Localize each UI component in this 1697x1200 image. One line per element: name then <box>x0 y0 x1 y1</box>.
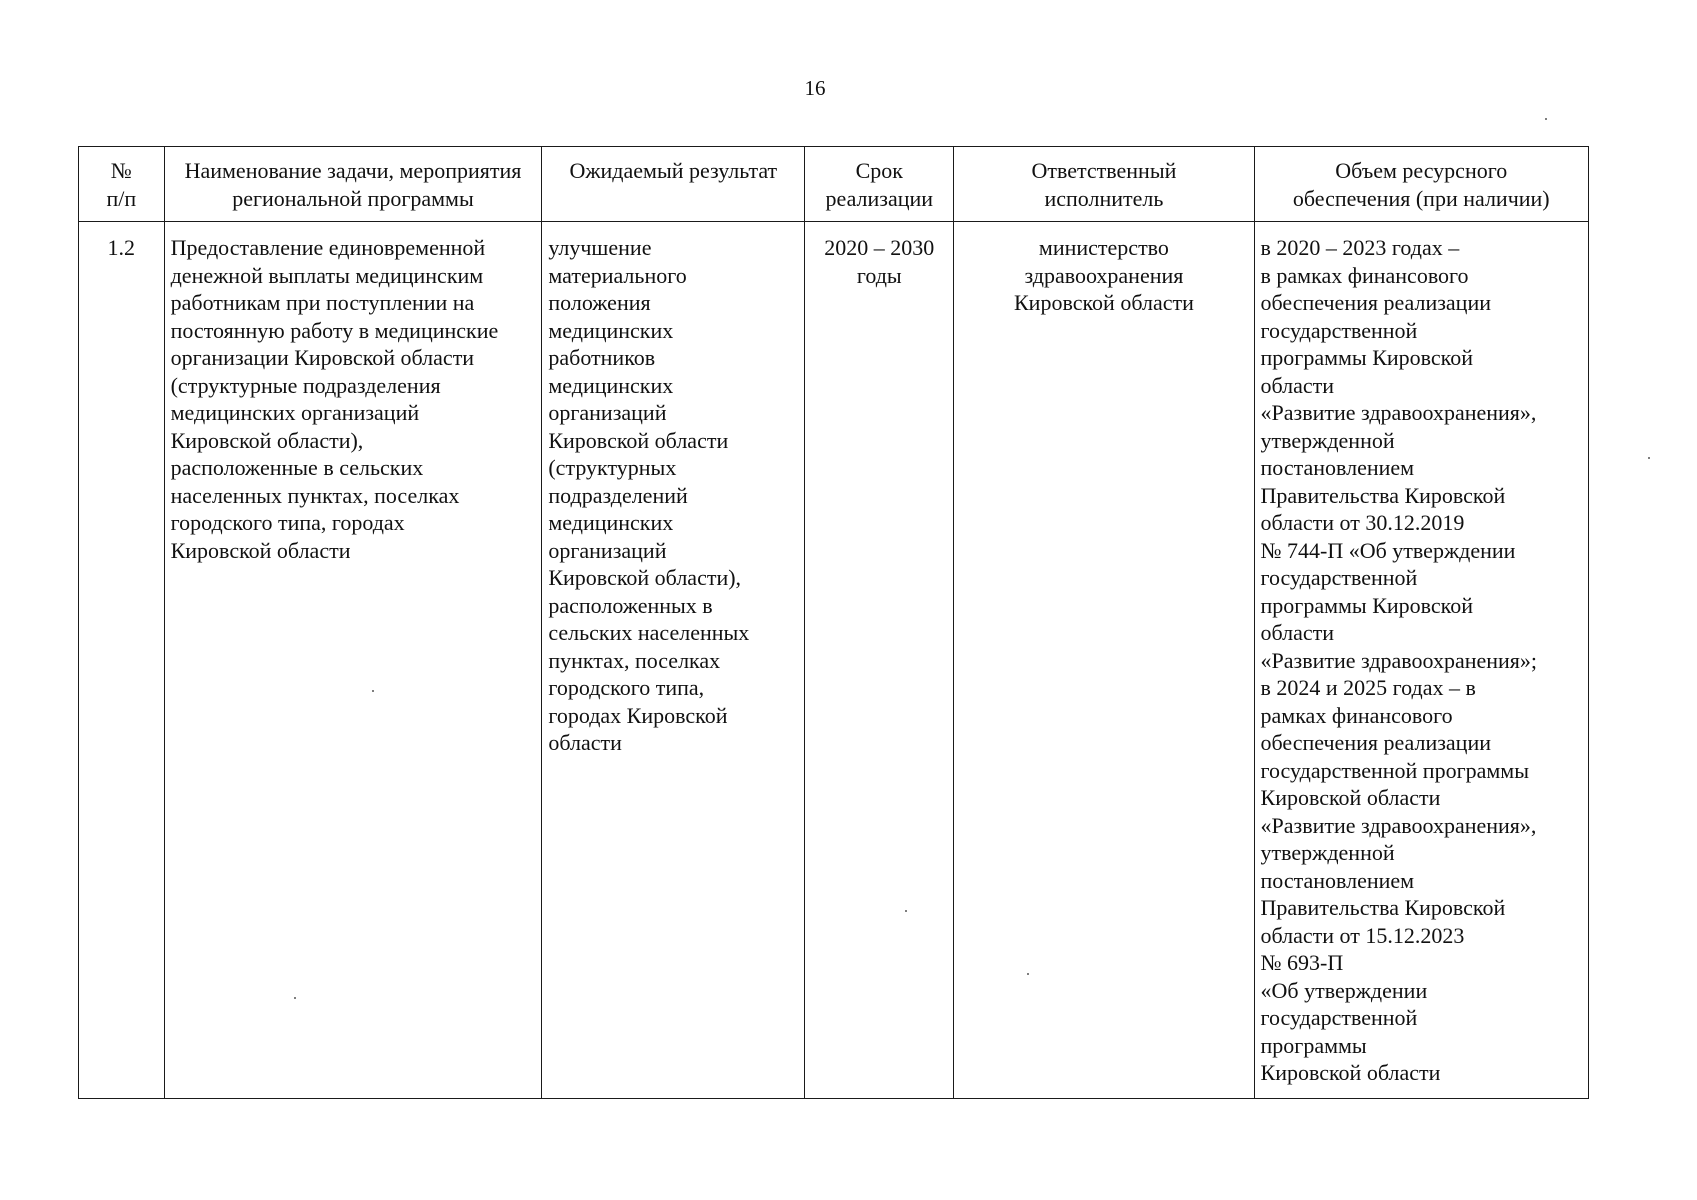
scan-speck <box>905 910 907 912</box>
scan-speck <box>294 997 296 999</box>
cell-number: 1.2 <box>79 222 165 1099</box>
page-number: 16 <box>804 76 826 100</box>
cell-expected-result: улучшение материального положения медицинских работников медицинских организаций Кировской области (структурных подразделений медицинских организаций Кировской области), расположенных в сельских населенных пунктах, поселках городского типа, городах Кировской области <box>542 222 805 1099</box>
header-expected-result: Ожидаемый результат <box>542 147 805 222</box>
cell-resource-volume: в 2020 – 2023 годах – в рамках финансового обеспечения реализации государственной программы Кировской области «Развитие здравоохранения», утвержденной постановлением Правительства Кировской области от 30.12.2019 № 744-П «Об утверждении государственной программы Кировской области «Развитие здравоохранения»; в 2024 и 2025 годах – в рамках финансового обеспечения реализации государственной программы Кировской области «Развитие здравоохранения», утвержденной постановлением Правительства Кировской области от 15.12.2023 № 693-П «Об утверждении государственной программы Кировской области <box>1254 222 1588 1099</box>
scan-speck <box>1545 118 1547 120</box>
scan-speck <box>1648 457 1650 459</box>
header-term: Срок реализации <box>805 147 954 222</box>
scan-speck <box>1027 973 1029 975</box>
program-table <box>78 146 1589 1099</box>
scan-speck <box>372 690 374 692</box>
table-row <box>79 222 1589 1099</box>
header-row <box>79 147 1589 222</box>
header-task-name: Наименование задачи, мероприятия региональной программы <box>164 147 542 222</box>
header-number: № п/п <box>79 147 165 222</box>
header-responsible: Ответственный исполнитель <box>954 147 1254 222</box>
header-resource-volume: Объем ресурсного обеспечения (при наличии) <box>1254 147 1588 222</box>
cell-responsible: министерство здравоохранения Кировской области <box>954 222 1254 1099</box>
cell-task-name: Предоставление единовременной денежной выплаты медицинским работникам при поступлении на постоянную работу в медицинские организации Кировской области (структурные подразделения медицинских организаций Кировской области), расположенные в сельских населенных пунктах, поселках городского типа, городах Кировской области <box>164 222 542 1099</box>
cell-term: 2020 – 2030 годы <box>805 222 954 1099</box>
table-header <box>79 147 1589 222</box>
